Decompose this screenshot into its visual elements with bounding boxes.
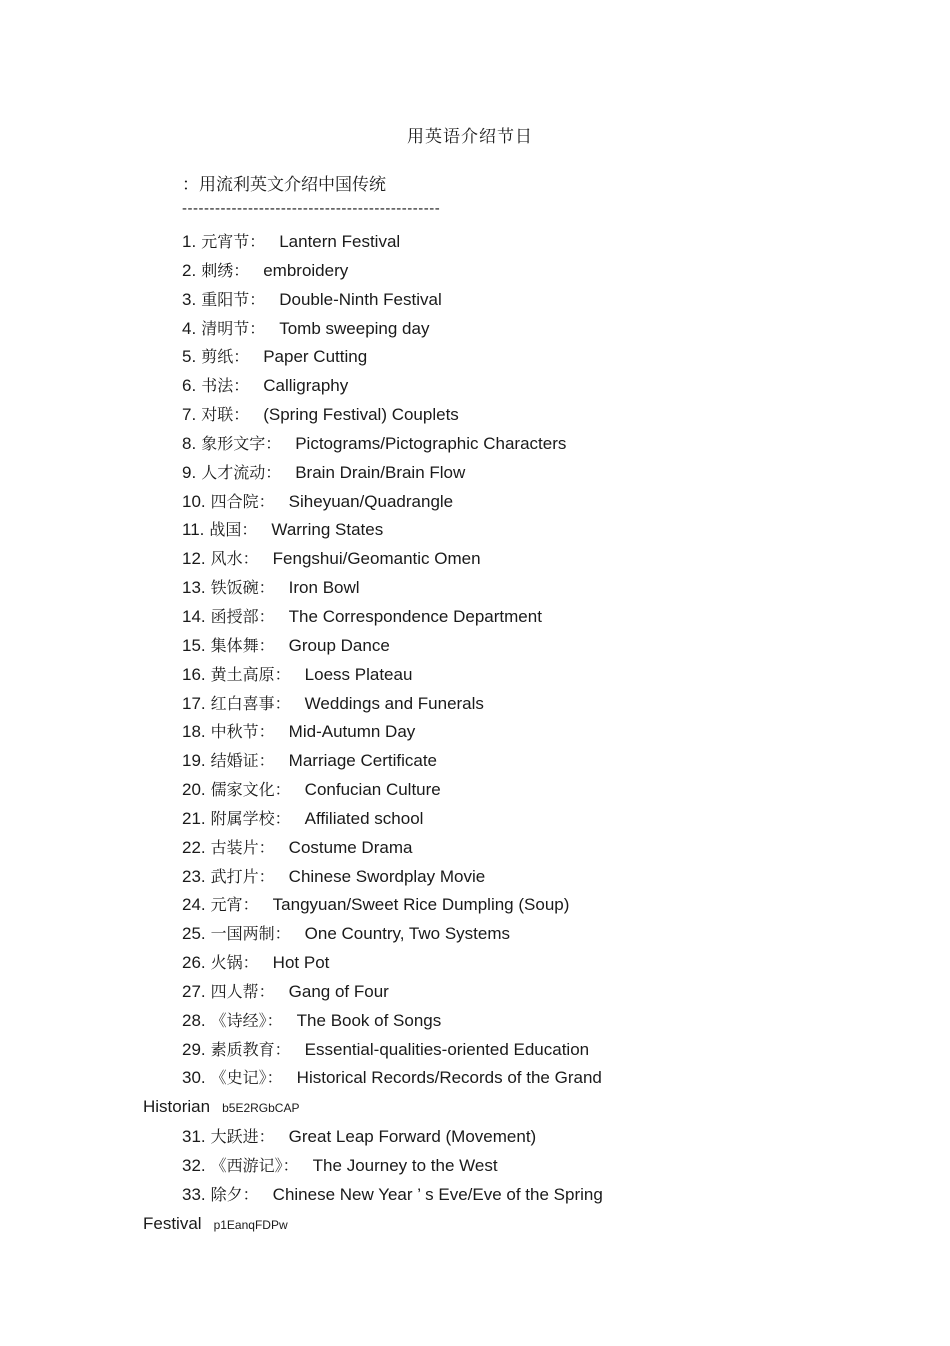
item-separator: ： [266,1068,283,1088]
item-separator: ： [233,260,250,280]
item-separator: ： [242,895,259,915]
list-item-line [143,488,703,517]
item-english: Fengshui/Geomantic Omen [272,549,481,569]
item-number: 19. [182,751,206,771]
list-item-line [143,343,703,372]
item-number: 26. [182,953,206,973]
list-item [143,1064,703,1123]
item-number: 32. [182,1156,206,1175]
item-number: 21. [182,808,206,828]
item-chinese: 元宵节 [201,232,250,251]
list-item-line [143,315,703,344]
item-english: Great Leap Forward (Movement) [288,1127,537,1147]
item-chinese: 《诗经》 [210,1010,267,1030]
item-number: 28. [182,1010,206,1030]
item-english: Affiliated school [304,808,424,828]
list-item [143,920,703,949]
list-item-line [143,920,703,949]
list-item [143,372,703,401]
item-english: Confucian Culture [304,780,441,800]
list-item-line [143,603,703,632]
list-item-line [143,372,703,401]
list-item [143,978,703,1007]
list-item [143,603,703,632]
item-chinese: 重阳节 [201,289,250,309]
list-item-line [143,690,703,719]
item-separator: ： [258,866,275,886]
item-chinese: 象形文字 [201,433,266,453]
list-item-line [143,805,703,834]
list-item [143,718,703,747]
list-item [143,776,703,805]
item-english: Gang of Four [288,981,389,1001]
item-separator: ： [282,1156,299,1175]
item-english: Double-Ninth Festival [279,289,442,309]
item-number: 18. [182,722,206,742]
divider-line: ----------------------------------------------- [182,200,441,217]
item-separator: ： [265,433,282,453]
item-code: p1EanqFDPw [213,1217,288,1232]
item-english: Brain Drain/Brain Flow [295,462,466,482]
item-number: 10. [182,491,206,511]
item-separator: ： [242,549,259,569]
item-english: Warring States [271,520,384,540]
item-chinese: 中秋节 [210,722,259,742]
list-item [143,863,703,892]
item-chinese: 战国 [209,520,242,540]
list-item [143,488,703,517]
item-number: 27. [182,981,206,1001]
item-separator: ： [258,578,275,598]
list-item [143,545,703,574]
item-number: 8. [182,433,197,453]
item-chinese: 四合院 [210,491,259,511]
item-english: Tomb sweeping day [279,318,430,338]
item-english: Loess Plateau [304,664,413,684]
item-number: 12. [182,549,206,569]
list-item-line [143,1036,703,1065]
item-chinese: 除夕 [210,1184,243,1204]
list-item-line [143,257,703,286]
item-english: (Spring Festival) Couplets [263,405,459,425]
item-code: b5E2RGbCAP [222,1101,300,1116]
item-chinese: 刺绣 [201,260,234,280]
list-item [143,834,703,863]
item-separator: ： [249,318,266,338]
list-item-line [143,430,703,459]
item-number: 30. [182,1068,206,1088]
list-item [143,891,703,920]
item-number: 15. [182,635,206,655]
item-english: Lantern Festival [279,232,401,251]
item-separator: ： [274,924,291,944]
item-chinese: 《西游记》 [210,1156,283,1175]
item-english: The Journey to the West [312,1156,498,1175]
item-number: 1. [182,232,197,251]
list-item [143,286,703,315]
item-number: 11. [182,520,205,540]
list-item-line [143,286,703,315]
item-separator: ： [258,491,275,511]
item-english: Calligraphy [263,376,349,396]
item-chinese: 清明节 [201,318,250,338]
item-english: Costume Drama [288,837,413,857]
item-chinese: 火锅 [210,953,243,973]
item-chinese: 素质教育 [210,1039,275,1059]
item-english: embroidery [263,260,349,280]
list-item [143,228,703,257]
item-number: 22. [182,837,206,857]
item-separator: ： [241,520,258,540]
item-separator: ： [258,837,275,857]
item-english: Iron Bowl [288,578,360,598]
item-chinese: 武打片 [210,866,259,886]
item-number: 31. [182,1127,206,1147]
item-chinese: 黄土高原 [210,664,275,684]
item-separator: ： [265,462,282,482]
list-item [143,690,703,719]
list-item [143,1036,703,1065]
list-item [143,1181,703,1240]
list-item [143,430,703,459]
list-item-line [143,1152,703,1181]
list-item-continuation [143,1210,703,1240]
item-chinese: 四人帮 [210,981,259,1001]
item-english: Essential-qualities-oriented Education [304,1039,590,1059]
item-number: 4. [182,318,197,338]
item-number: 7. [182,405,197,425]
list-item-continuation [143,1093,703,1123]
list-item-line [143,978,703,1007]
item-english: Tangyuan/Sweet Rice Dumpling (Soup) [272,895,570,915]
list-item-line [143,545,703,574]
item-separator: ： [274,808,291,828]
item-separator: ： [266,1010,283,1030]
item-english-continued: Festival [143,1213,202,1233]
list-item-line [143,776,703,805]
list-item-line [143,459,703,488]
list-item-line [143,834,703,863]
list-item [143,574,703,603]
item-separator: ： [242,953,259,973]
list-item-line [143,863,703,892]
item-number: 3. [182,289,197,309]
item-english: Siheyuan/Quadrangle [288,491,454,511]
item-english: Group Dance [288,635,390,655]
item-number: 33. [182,1184,206,1204]
list-item-line [143,747,703,776]
item-number: 13. [182,578,206,598]
item-chinese: 元宵 [210,895,243,915]
list-item-line [143,1181,703,1210]
item-separator: ： [242,1184,259,1204]
item-english: Chinese New Year ’ s Eve/Eve of the Spring [272,1184,603,1204]
item-chinese: 人才流动 [201,462,266,482]
item-english: Historical Records/Records of the Grand [296,1068,602,1088]
list-item-line [143,574,703,603]
item-separator: ： [249,232,266,251]
item-number: 29. [182,1039,206,1059]
item-separator: ： [258,1127,275,1147]
list-item-line [143,949,703,978]
list-item [143,805,703,834]
item-separator: ： [274,1039,291,1059]
item-number: 23. [182,866,206,886]
list-item-line [143,718,703,747]
item-english: One Country, Two Systems [304,924,511,944]
list-item-line [143,891,703,920]
item-chinese: 集体舞 [210,635,259,655]
item-number: 24. [182,895,206,915]
document-title: 用英语介绍节日 [407,127,533,147]
item-english: Pictograms/Pictographic Characters [295,433,567,453]
item-chinese: 铁饭碗 [210,578,259,598]
item-separator: ： [274,664,291,684]
list-item-line [143,661,703,690]
item-chinese: 剪纸 [201,347,234,367]
item-chinese: 古装片 [210,837,259,857]
list-item [143,949,703,978]
item-chinese: 书法 [201,376,234,396]
list-item [143,632,703,661]
item-chinese: 风水 [210,549,243,569]
item-separator: ： [258,722,275,742]
list-item [143,315,703,344]
item-separator: ： [233,376,250,396]
vocabulary-list [143,228,703,1240]
item-number: 2. [182,260,197,280]
item-number: 14. [182,606,206,626]
list-item [143,459,703,488]
item-english: Paper Cutting [263,347,368,367]
item-number: 5. [182,347,197,367]
list-item [143,1123,703,1152]
item-number: 16. [182,664,206,684]
item-english: Hot Pot [272,953,330,973]
list-item [143,401,703,430]
item-number: 20. [182,780,206,800]
item-chinese: 附属学校 [210,808,275,828]
item-english: The Book of Songs [296,1010,442,1030]
list-item [143,747,703,776]
list-item-line [143,1064,703,1093]
item-separator: ： [258,635,275,655]
item-chinese: 红白喜事 [210,693,275,713]
list-item-line [143,632,703,661]
item-english: The Correspondence Department [288,606,542,626]
item-number: 6. [182,376,197,396]
list-item [143,516,703,545]
item-chinese: 对联 [201,405,234,425]
list-item-line [143,401,703,430]
item-separator: ： [233,347,250,367]
item-english: Mid-Autumn Day [288,722,416,742]
item-separator: ： [258,981,275,1001]
item-english: Chinese Swordplay Movie [288,866,486,886]
item-number: 17. [182,693,206,713]
item-chinese: 一国两制 [210,924,275,944]
item-number: 25. [182,924,206,944]
list-item [143,661,703,690]
item-english-continued: Historian [143,1097,211,1117]
item-separator: ： [258,606,275,626]
list-item [143,343,703,372]
item-separator: ： [274,780,291,800]
item-english: Weddings and Funerals [304,693,484,713]
item-chinese: 《史记》 [210,1068,267,1088]
item-separator: ： [249,289,266,309]
item-separator: ： [274,693,291,713]
item-separator: ： [233,405,250,425]
list-item [143,1152,703,1181]
document-subtitle: ：用流利英文介绍中国传统 [182,175,386,195]
list-item-line [143,1123,703,1152]
list-item [143,1007,703,1036]
list-item [143,257,703,286]
item-chinese: 儒家文化 [210,780,275,800]
item-chinese: 大跃进 [210,1127,259,1147]
list-item-line [143,1007,703,1036]
list-item-line [143,516,703,545]
item-separator: ： [258,751,275,771]
item-chinese: 函授部 [210,606,259,626]
list-item-line [143,228,703,257]
item-number: 9. [182,462,197,482]
item-english: Marriage Certificate [288,751,437,771]
item-chinese: 结婚证 [210,751,259,771]
